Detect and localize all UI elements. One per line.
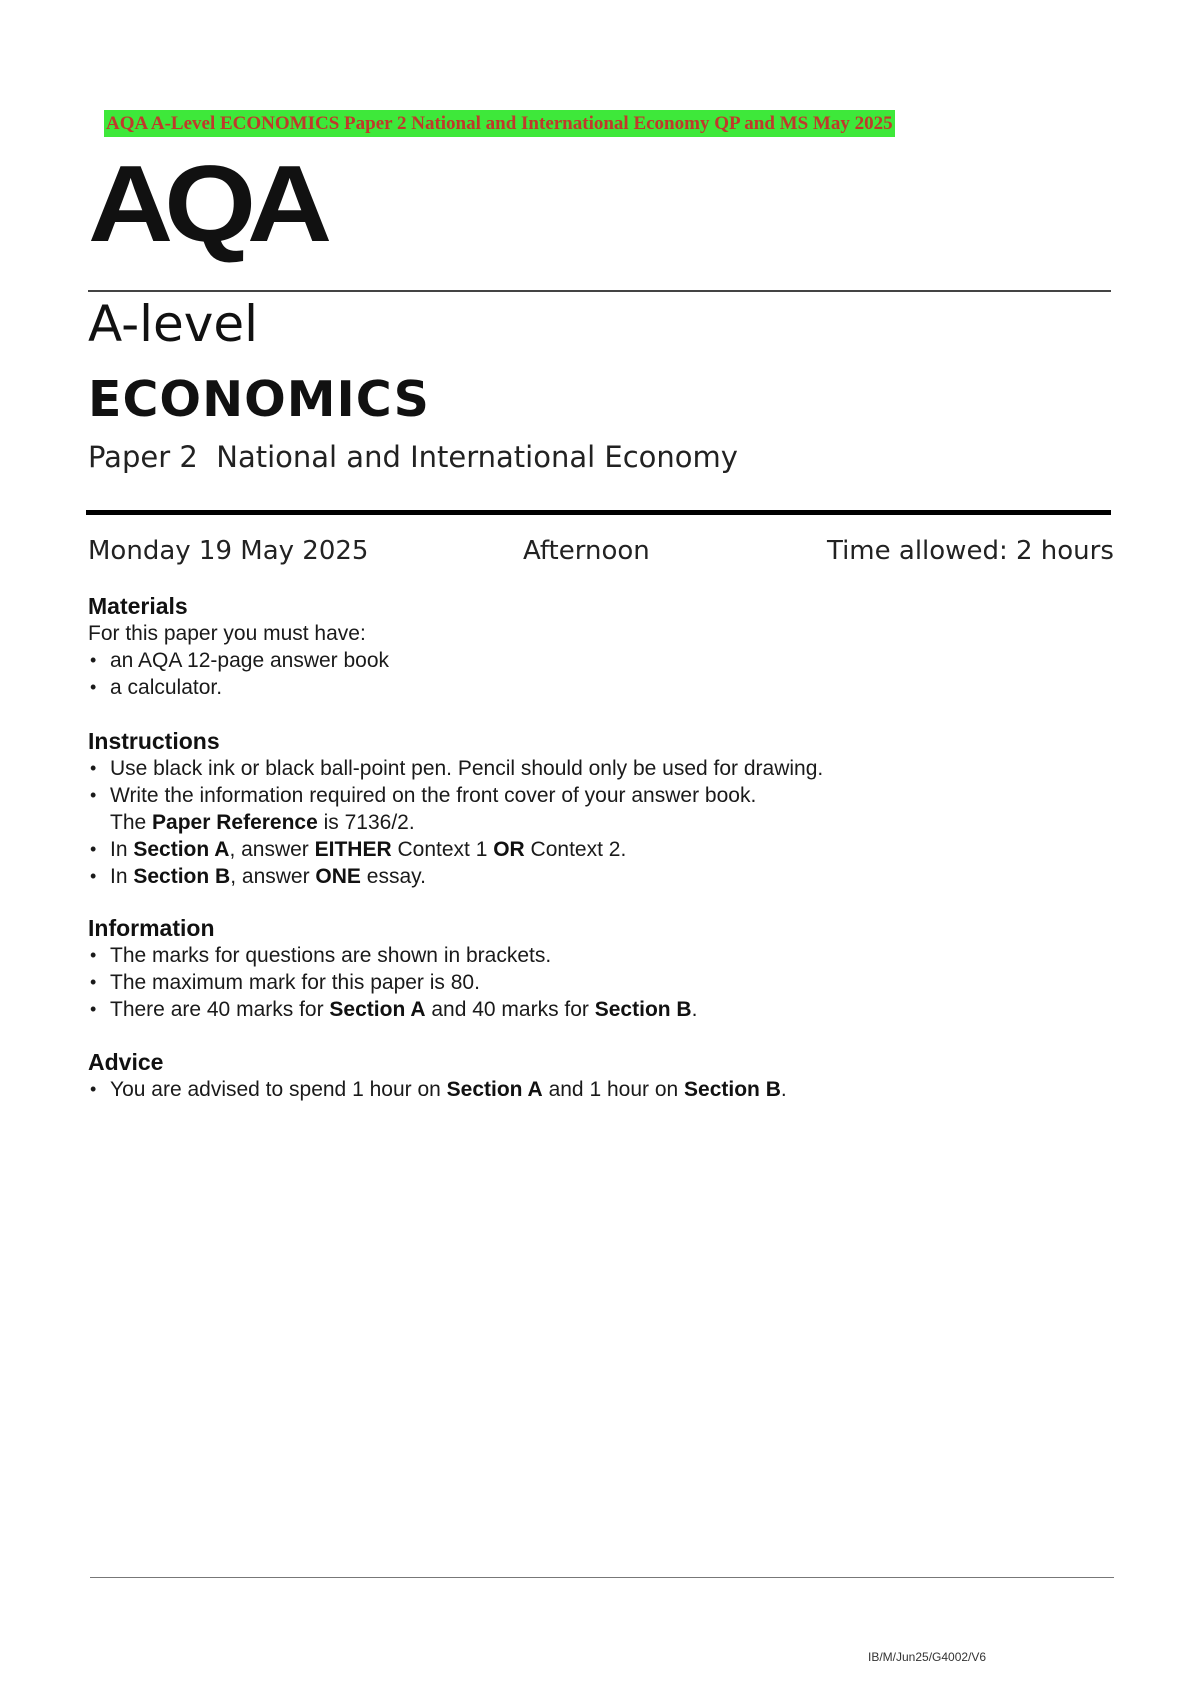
- advice-section: [88, 1048, 1088, 1103]
- paper-title: [88, 437, 738, 477]
- instructions-section: [88, 727, 1088, 890]
- list-item: • The maximum mark for this paper is 80.: [88, 969, 1088, 996]
- information-section: [88, 914, 1088, 1023]
- information-heading: Information: [88, 915, 215, 941]
- instructions-heading: Instructions: [88, 728, 220, 754]
- list-item: • There are 40 marks for Section A and 40 marks for Section B.: [88, 996, 1088, 1023]
- information-list: [88, 942, 1088, 1023]
- list-item: • In Section B, answer ONE essay.: [88, 863, 1088, 890]
- list-item: • In Section A, answer EITHER Context 1 OR Context 2.: [88, 836, 1088, 863]
- exam-date: Monday 19 May 2025: [88, 536, 369, 566]
- footer-divider: [90, 1577, 1114, 1578]
- advice-list: [88, 1076, 1088, 1103]
- aqa-logo: AQA: [88, 143, 324, 265]
- list-item: • an AQA 12-page answer book: [88, 647, 1088, 674]
- materials-heading: Materials: [88, 593, 188, 619]
- materials-section: [88, 592, 1088, 701]
- materials-list: [88, 647, 1088, 701]
- document-title-banner: AQA A-Level ECONOMICS Paper 2 National and International Economy QP and MS May 2025: [104, 110, 895, 137]
- list-item: • The marks for questions are shown in brackets.: [88, 942, 1088, 969]
- subject-title: ECONOMICS: [88, 371, 430, 428]
- list-item: • You are advised to spend 1 hour on Section A and 1 hour on Section B.: [88, 1076, 1088, 1103]
- paper-number: Paper 2: [88, 440, 198, 474]
- paper-reference: The Paper Reference is 7136/2.: [110, 811, 415, 834]
- instructions-list: [88, 755, 1088, 890]
- materials-intro: For this paper you must have:: [88, 622, 366, 645]
- list-item: • a calculator.: [88, 674, 1088, 701]
- header-divider: [88, 290, 1111, 292]
- exam-session: Afternoon: [523, 536, 650, 566]
- advice-heading: Advice: [88, 1049, 164, 1075]
- title-divider: [86, 510, 1111, 515]
- list-item: • Write the information required on the front cover of your answer book. The Paper Reference is 7136/2.: [88, 782, 1088, 836]
- time-allowed: Time allowed: 2 hours: [827, 536, 1114, 566]
- qualification-level: A-level: [88, 295, 259, 353]
- list-item: • Use black ink or black ball-point pen. Pencil should only be used for drawing.: [88, 755, 1088, 782]
- paper-name: National and International Economy: [216, 440, 738, 474]
- footer-reference: IB/M/Jun25/G4002/V6: [868, 1650, 987, 1664]
